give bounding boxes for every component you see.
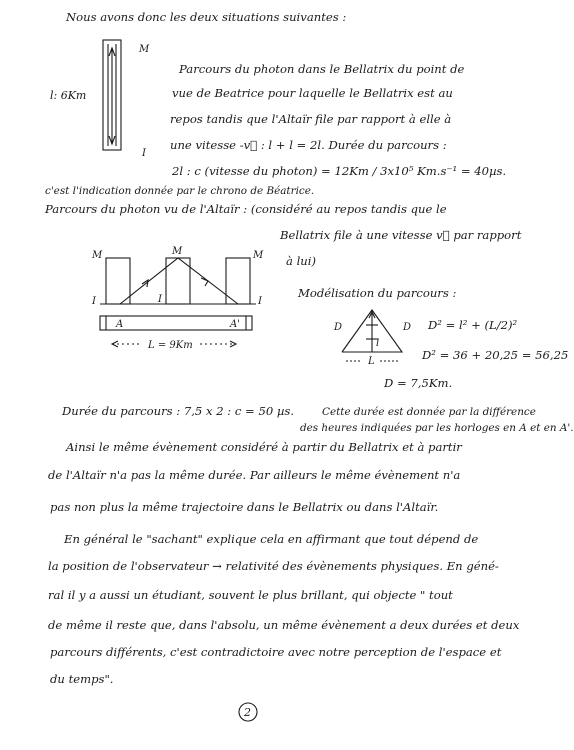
duree-note-1: Cette durée est donnée par la différence <box>322 406 536 418</box>
body-line-9: du temps". <box>50 672 114 686</box>
body-line-5: la position de l'observateur → relativité des évènements physiques. En géné- <box>48 559 499 573</box>
intro-line: Nous avons donc les deux situations suivantes : <box>66 10 347 24</box>
mirror-label-M-left: M <box>92 250 103 261</box>
triangle-D-left: D <box>334 322 343 333</box>
body-line-8: parcours différents, c'est contradictoire avec notre perception de l'espace et <box>50 645 502 659</box>
triangle-L-label: L <box>368 356 375 367</box>
body-line-3: pas non plus la même trajectoire dans le Bellatrix ou dans l'Altaïr. <box>50 500 439 514</box>
emitter-label-I-left: I <box>92 296 96 307</box>
par1-line-6: c'est l'indication donnée par le chrono de Béatrice. <box>45 185 315 197</box>
emitter-label-I-mid: I <box>158 294 162 305</box>
body-line-7: de même il reste que, dans l'absolu, un même évènement a deux durées et deux <box>48 618 520 632</box>
duree-lead: Durée du parcours : 7,5 x 2 : c = 50 µs. <box>62 404 295 418</box>
par1-line-2: vue de Beatrice pour laquelle le Bellatrix est au <box>172 86 453 100</box>
triangle-D-right: D <box>403 322 412 333</box>
clock-A2-label: A' <box>230 319 240 330</box>
page-number: 2 <box>244 706 251 719</box>
triangle-l-label: l <box>376 338 380 349</box>
dim-L-label: L = 9Km <box>148 340 193 351</box>
mirror-label-M-mid: M <box>172 246 183 257</box>
body-line-1: Ainsi le même évènement considéré à partir du Bellatrix et à partir <box>66 440 462 454</box>
body-line-6: ral il y a aussi un étudiant, souvent le plus brillant, qui objecte " tout <box>48 588 453 602</box>
duree-note-2: des heures indiquées par les horloges en A et en A'. <box>300 422 574 434</box>
par1-line-3: repos tandis que l'Altaïr file par rapport à elle à <box>170 112 452 126</box>
par2-line-3: à lui) <box>286 254 317 268</box>
body-line-4: En général le "sachant" explique cela en affirmant que tout dépend de <box>64 532 479 546</box>
par1-line-4: une vitesse -v⃗ : l + l = 2l. Durée du parcours : <box>170 138 447 152</box>
equation-3: D = 7,5Km. <box>384 376 453 390</box>
mirror-label-M: M <box>139 44 150 55</box>
par1-line-5: 2l : c (vitesse du photon) = 12Km / 3x10⁵ Km.s⁻¹ = 40µs. <box>172 164 507 178</box>
emitter-label-I: I <box>142 148 146 159</box>
par2-line-1: Parcours du photon vu de l'Altaïr : (considéré au repos tandis que le <box>45 202 447 216</box>
body-line-2: de l'Altaïr n'a pas la même durée. Par ailleurs le même évènement n'a <box>48 468 461 482</box>
emitter-label-I-right: I <box>258 296 262 307</box>
equation-2: D² = 36 + 20,25 = 56,25 <box>422 348 569 362</box>
model-title: Modélisation du parcours : <box>298 286 457 300</box>
par2-line-2: Bellatrix file à une vitesse v⃗ par rapport <box>280 228 522 242</box>
equation-1: D² = l² + (L/2)² <box>428 318 518 332</box>
par1-line-1: Parcours du photon dans le Bellatrix du point de <box>179 62 465 76</box>
mirror-label-M-right: M <box>253 250 264 261</box>
clock-A-label: A <box>116 319 124 330</box>
length-label: l: 6Km <box>50 89 87 102</box>
